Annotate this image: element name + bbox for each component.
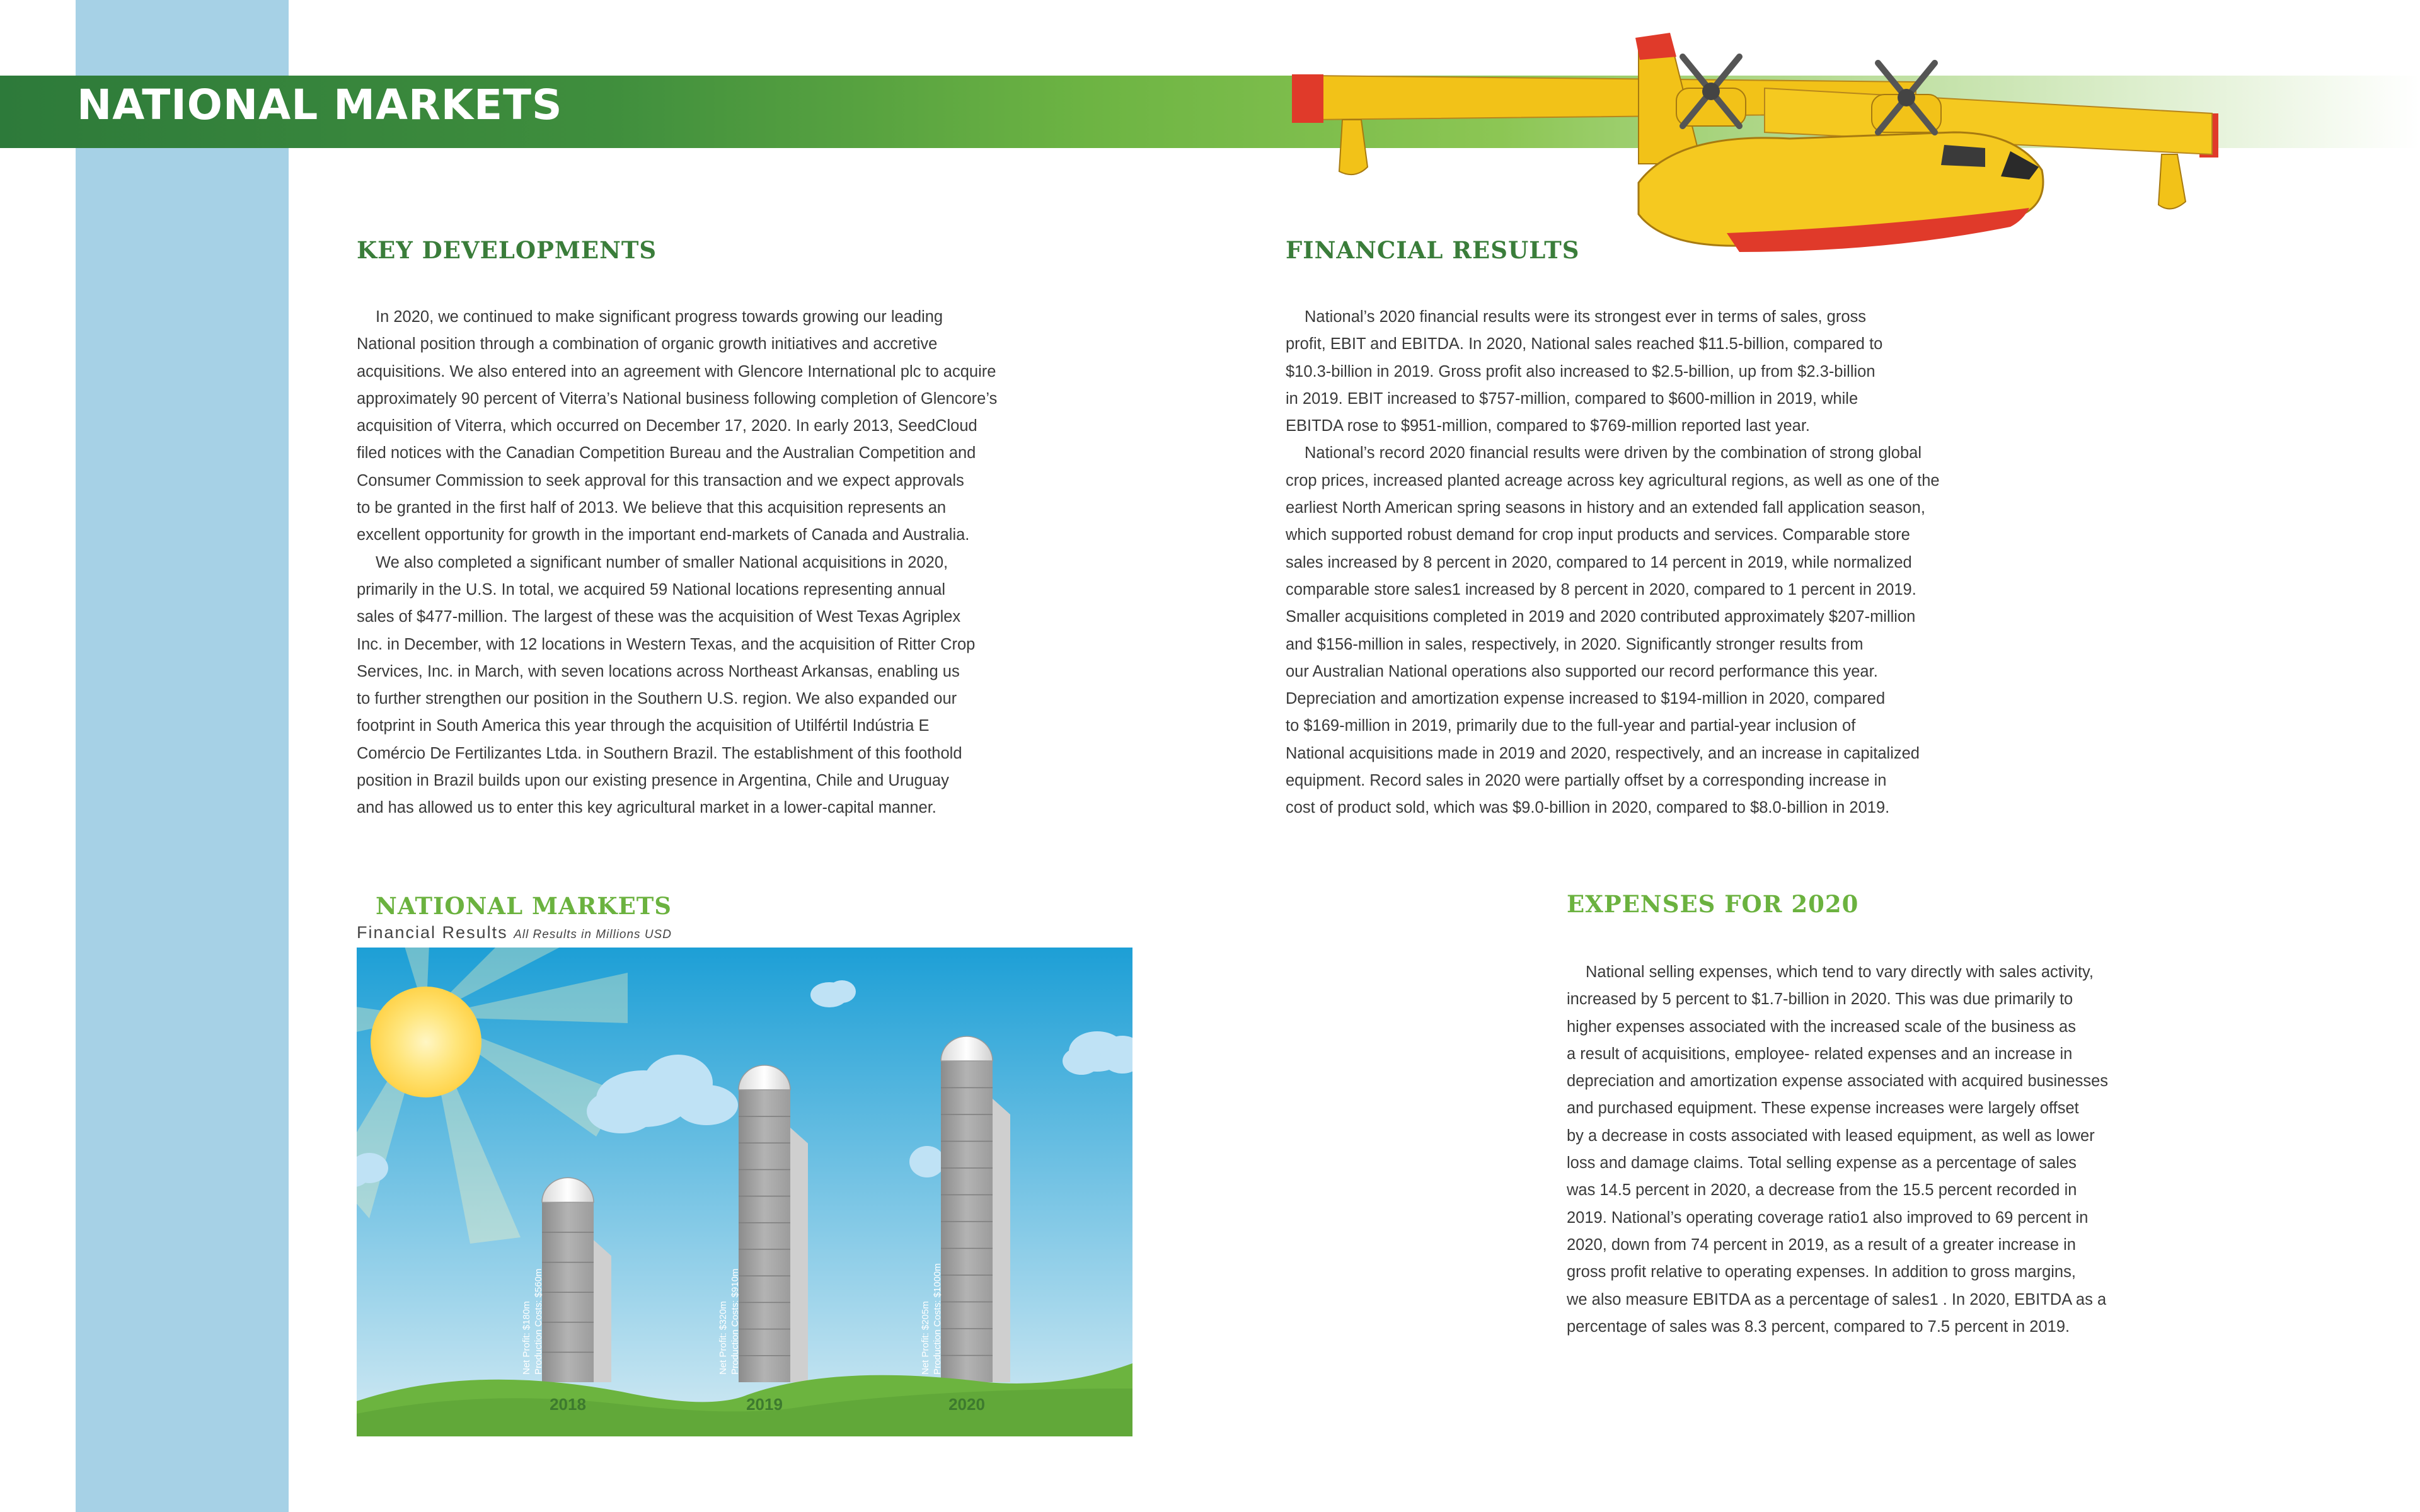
silo-bar-chart [357, 948, 1132, 1436]
expenses-heading: EXPENSES FOR 2020 [1567, 890, 1859, 918]
paragraph-line: comparable store sales1 increased by 8 percent in 2020, compared to 1 percent in 2019. [1286, 580, 1916, 598]
paragraph-line: cost of product sold, which was $9.0-billion in 2020, compared to $8.0-billion in 2019. [1286, 799, 1890, 817]
paragraph-line: in 2019. EBIT increased to $757-million, compared to $600-million in 2019, while [1286, 389, 1858, 408]
sun-icon [371, 987, 481, 1097]
key-developments-heading: KEY DEVELOPMENTS [357, 236, 657, 264]
paragraph-line: and has allowed us to enter this key agricultural market in a lower-capital manner. [357, 799, 936, 817]
paragraph-line: excellent opportunity for growth in the important end-markets of Canada and Australia. [357, 526, 970, 544]
paragraph-line: higher expenses associated with the increased scale of the business as [1567, 1017, 2076, 1036]
bar-label-net-profit: Net Profit: $205m [920, 1301, 931, 1375]
paragraph-line: National selling expenses, which tend to vary directly with sales activity, [1586, 963, 2094, 981]
paragraph-line: National position through a combination of organic growth initiatives and accretive [357, 335, 938, 353]
bar-label-production-costs: Production Costs: $910m [730, 1268, 740, 1375]
paragraph-line: Services, Inc. in March, with seven locations across Northeast Arkansas, enabling us [357, 662, 960, 680]
paragraph-line: filed notices with the Canadian Competition Bureau and the Australian Competition and [357, 444, 976, 462]
chart-subtitle [357, 923, 672, 942]
paragraph-line: In 2020, we continued to make significant progress towards growing our leading [376, 308, 943, 326]
paragraph-line: increased by 5 percent to $1.7-billion in 2020. This was due primarily to [1567, 990, 2073, 1009]
cloud-icon [909, 1146, 945, 1177]
expenses-text [1567, 959, 2108, 1341]
silo-side [790, 1128, 808, 1382]
paragraph-line: was 14.5 percent in 2020, a decrease from the 15.5 percent recorded in [1567, 1181, 2077, 1200]
financial-results-text [1286, 304, 1940, 822]
page-title: NATIONAL MARKETS [77, 81, 563, 129]
paragraph-line: gross profit relative to operating expenses. In addition to gross margins, [1567, 1263, 2076, 1281]
chart-unit-note: All Results in Millions USD [514, 928, 672, 941]
paragraph-line: primarily in the U.S. In total, we acquired 59 National locations representing annual [357, 580, 946, 598]
paragraph-line: a result of acquisitions, employee- related expenses and an increase in [1567, 1045, 2073, 1063]
paragraph-line: we also measure EBITDA as a percentage of sales1 . In 2020, EBITDA as a [1567, 1290, 2107, 1309]
paragraph-line: crop prices, increased planted acreage across key agricultural regions, as well as one of the [1286, 471, 1940, 490]
paragraph-line: $10.3-billion in 2019. Gross profit also increased to $2.5-billion, up from $2.3-billion [1286, 362, 1876, 381]
paragraph-line: which supported robust demand for crop input products and services. Comparable store [1286, 526, 1910, 544]
paragraph-line: by a decrease in costs associated with leased equipment, as well as lower [1567, 1126, 2095, 1145]
paragraph-line: loss and damage claims. Total selling expense as a percentage of sales [1567, 1154, 2077, 1172]
side-stripe [76, 0, 289, 1512]
paragraph-line: to further strengthen our position in the Southern U.S. region. We also expanded our [357, 690, 957, 708]
year-tick-label: 2018 [550, 1395, 586, 1414]
paragraph-line: 2020, down from 74 percent in 2019, as a result of a greater increase in [1567, 1235, 2076, 1254]
paragraph-line: 2019. National’s operating coverage ratio1 also improved to 69 percent in [1567, 1208, 2089, 1227]
paragraph-line: Smaller acquisitions completed in 2019 and 2020 contributed approximately $207-million [1286, 608, 1916, 626]
paragraph-line: Inc. in December, with 12 locations in Western Texas, and the acquisition of Ritter Crop [357, 635, 976, 653]
key-developments-text [357, 304, 997, 822]
paragraph-line: EBITDA rose to $951-million, compared to $769-million reported last year. [1286, 417, 1810, 435]
paragraph-line: Depreciation and amortization expense increased to $194-million in 2020, compared [1286, 690, 1886, 708]
paragraph-line: National acquisitions made in 2019 and 2020, respectively, and an increase in capitalized [1286, 744, 1920, 762]
financial-results-heading: FINANCIAL RESULTS [1286, 236, 1580, 264]
paragraph-line: position in Brazil builds upon our existing presence in Argentina, Chile and Uruguay [357, 772, 949, 790]
silo-side [993, 1099, 1010, 1382]
paragraph-line: Consumer Commission to seek approval for this transaction and we expect approvals [357, 471, 964, 490]
paragraph-line: our Australian National operations also supported our record performance this year. [1286, 662, 1878, 680]
paragraph-line: approximately 90 percent of Viterra’s National business following completion of Glencore’s [357, 389, 998, 408]
paragraph-line: National’s record 2020 financial results were driven by the combination of strong global [1305, 444, 1922, 462]
year-tick-label: 2020 [948, 1395, 985, 1414]
year-tick-label: 2019 [746, 1395, 783, 1414]
bar-label-net-profit: Net Profit: $180m [521, 1301, 532, 1375]
paragraph-line: earliest North American spring seasons in history and an extended fall application season, [1286, 499, 1925, 517]
paragraph-line: percentage of sales was 8.3 percent, compared to 7.5 percent in 2019. [1567, 1317, 2070, 1336]
bar-label-net-profit: Net Profit: $320m [718, 1301, 729, 1375]
paragraph-line: equipment. Record sales in 2020 were partially offset by a corresponding increase in [1286, 772, 1887, 790]
paragraph-line: sales of $477-million. The largest of these was the acquisition of West Texas Agriplex [357, 608, 961, 626]
paragraph-line: National’s 2020 financial results were its strongest ever in terms of sales, gross [1305, 308, 1867, 326]
paragraph-line: depreciation and amortization expense associated with acquired businesses [1567, 1072, 2109, 1091]
bar-label-production-costs: Production Costs: $1000m [932, 1263, 943, 1375]
silo-side [594, 1240, 611, 1382]
paragraph-line: and purchased equipment. These expense increases were largely offset [1567, 1099, 2079, 1118]
chart-subtitle-text: Financial Results [357, 923, 508, 942]
bar-label-production-costs: Production Costs: $560m [533, 1268, 544, 1375]
paragraph-line: sales increased by 8 percent in 2020, compared to 14 percent in 2019, while normalized [1286, 553, 1912, 571]
paragraph-line: profit, EBIT and EBITDA. In 2020, National sales reached $11.5-billion, compared to [1286, 335, 1883, 353]
paragraph-line: to $169-million in 2019, primarily due to the full-year and partial-year inclusion of [1286, 717, 1856, 735]
paragraph-line: Comércio De Fertilizantes Ltda. in Southern Brazil. The establishment of this foothold [357, 744, 962, 762]
paragraph-line: acquisition of Viterra, which occurred on December 17, 2020. In early 2013, SeedCloud [357, 417, 977, 435]
paragraph-line: and $156-million in sales, respectively, in 2020. Significantly stronger results from [1286, 635, 1864, 653]
paragraph-line: to be granted in the first half of 2013. We believe that this acquisition represents an [357, 499, 947, 517]
chart-heading: NATIONAL MARKETS [376, 892, 672, 920]
paragraph-line: acquisitions. We also entered into an agreement with Glencore International plc to acquire [357, 362, 996, 381]
silo-body [739, 1090, 790, 1382]
paragraph-line: We also completed a significant number of smaller National acquisitions in 2020, [376, 553, 948, 571]
paragraph-line: footprint in South America this year through the acquisition of Utilfértil Indústria E [357, 717, 930, 735]
